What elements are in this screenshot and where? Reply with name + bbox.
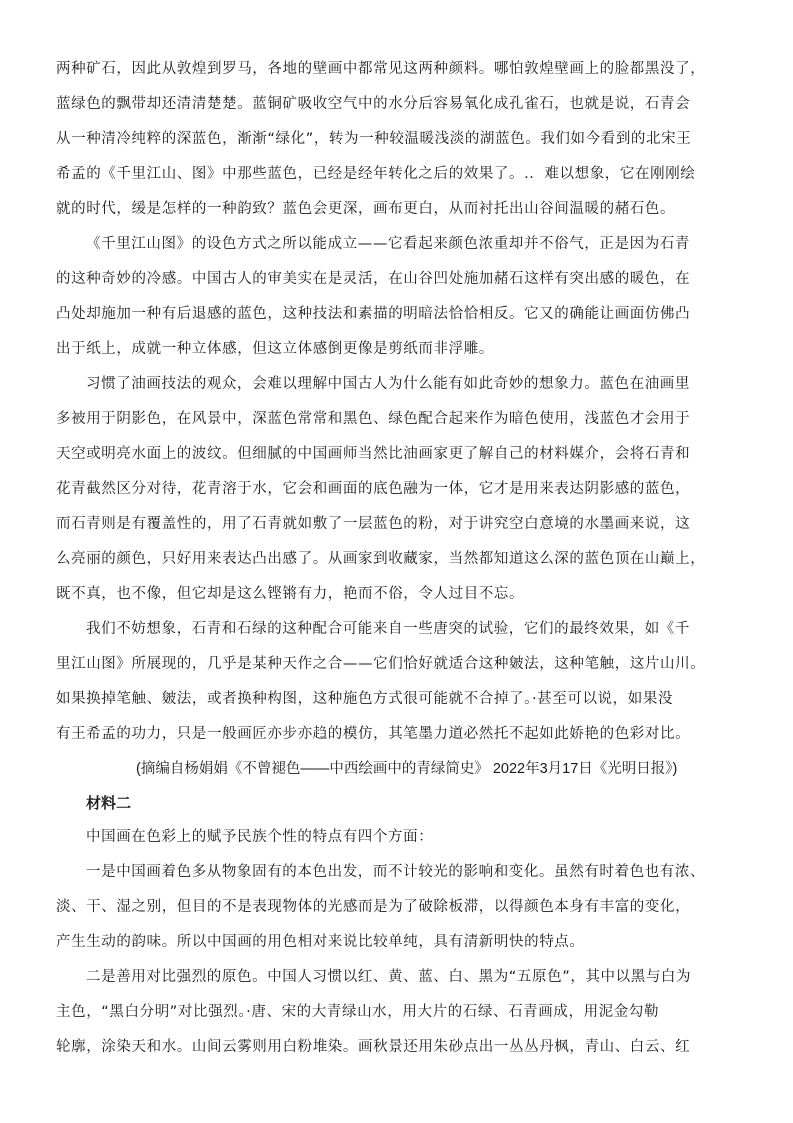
paragraph <box>56 612 753 752</box>
text-line: 希孟的《千里江山、图》中那些蓝色，已经是经年转化之后的效果了。.．难以想象，它在刚刚绘 <box>56 166 696 182</box>
text-line: 花青截然区分对待，花青溶于水，它会和画面的底色融为一体，它才是用来表达阴影感的蓝色， <box>56 481 691 497</box>
paragraph <box>56 367 753 612</box>
text-line: 蓝绿色的飘带却还清清楚楚。蓝铜矿吸收空气中的水分后容易氧化成孔雀石，也就是说，石青会 <box>56 96 691 112</box>
paragraph <box>56 52 753 227</box>
text-line: 而石青则是有覆盖性的，用了石青就如敷了一层蓝色的粉，对于讲究空白意境的水墨画来说，这 <box>56 516 691 532</box>
text-line: 既不真，也不像，但它却是这么铿锵有力，艳而不俗，令人过目不忘。 <box>56 586 525 602</box>
section-heading: 材料二 <box>86 794 132 812</box>
text-line: 出于纸上，成就一种立体感，但这立体感倒更像是剪纸而非浮雕。 <box>56 341 494 357</box>
text-line: 多被用于阴影色，在风景中，深蓝色常常和黑色、绿色配合起来作为暗色使用，浅蓝色才会用于 <box>56 411 691 427</box>
text-line: 一是中国画着色多从物象固有的本色出发，而不计较光的影响和变化。虽然有时着色也有浓、 <box>86 864 706 880</box>
text-line: 如果换掉笔触、皴法，或者换种构图，这种施色方式很可能就不合掉了。·甚至可以说，如果没 <box>56 691 674 707</box>
text-line: 有王希孟的功力，只是一般画匠亦步亦趋的模仿，其笔墨力道必然托不起如此娇艳的色彩对比。 <box>56 726 691 742</box>
text-line: 么亮丽的颜色，只好用来表达凸出感了。从画家到收藏家，当然都知道这么深的蓝色顶在山巅上， <box>56 551 706 567</box>
text-line: 产生生动的韵味。所以中国画的用色相对来说比较单纯，具有清新明快的特点。 <box>56 934 585 950</box>
text-line: 《千里江山图》的设色方式之所以能成立——它看起来颜色浓重却并不俗气，正是因为石青 <box>86 236 690 252</box>
text-line: 就的时代，缓是怎样的一种韵致？蓝色会更深，画布更白，从而衬托出山谷间温暖的赭石色。 <box>56 201 676 217</box>
text-line: 从一种清冷纯粹的深蓝色，渐渐“绿化”，转为一种较温暖浅淡的湖蓝色。我们如今看到的北宋王 <box>56 131 692 147</box>
text-line: 中国画在色彩上的赋予民族个性的特点有四个方面： <box>86 829 434 845</box>
paragraph <box>56 227 753 367</box>
text-line: 主色，“黑白分明”对比强烈。·唐、宋的大青绿山水，用大片的石绿、石青画成，用泥金勾勒 <box>56 1004 660 1020</box>
text-line: 我们不妨想象，石青和石绿的这种配合可能来自一些唐突的试验，它们的最终效果，如《千 <box>86 621 690 637</box>
paragraph <box>56 820 753 855</box>
text-line: 轮廓，涂染天和水。山间云雾则用白粉堆染。画秋景还用朱砂点出一丛丛丹枫，青山、白云、红 <box>56 1039 691 1055</box>
paragraph <box>56 960 753 1065</box>
text-line: 习惯了油画技法的观众，会难以理解中国古人为什么能有如此奇妙的想象力。蓝色在油画里 <box>86 376 690 392</box>
text-line: 天空或明亮水面上的波纹。但细腻的中国画师当然比油画家更了解自己的材料媒介，会将石青和 <box>56 446 691 462</box>
material-one-section <box>56 52 753 786</box>
text-line: 的这种奇妙的冷感。中国古人的审美实在是灵活，在山谷凹处施加赭石这样有突出感的暖色，在 <box>56 271 691 287</box>
text-line: 两种矿石，因此从敦煌到罗马，各地的壁画中都常见这两种颜料。哪怕敦煌壁画上的脸都黑没了， <box>56 61 706 77</box>
text-line: 凸处却施加一种有后退感的蓝色，这种技法和素描的明暗法恰恰相反。它又的确能让画面仿佛凸 <box>56 306 691 322</box>
paragraph <box>56 855 753 960</box>
text-line: 二是善用对比强烈的原色。中国人习惯以红、黄、蓝、白、黑为“五原色”，其中以黑与白为 <box>86 969 692 985</box>
source-citation: (摘编自杨娟娟《不曾褪色——中西绘画中的青绿简史》 2022年3月17日《光明日报》) <box>136 761 678 777</box>
material-two-section <box>56 786 753 1065</box>
text-line: 里江山图》所展现的，几乎是某种天作之合——它们恰好就适合这种皴法，这种笔触，这片山川。 <box>56 656 706 672</box>
text-line: 淡、干、湿之别，但目的不是表现物体的光感而是为了破除板滞，以得颜色本身有丰富的变化， <box>56 899 691 915</box>
